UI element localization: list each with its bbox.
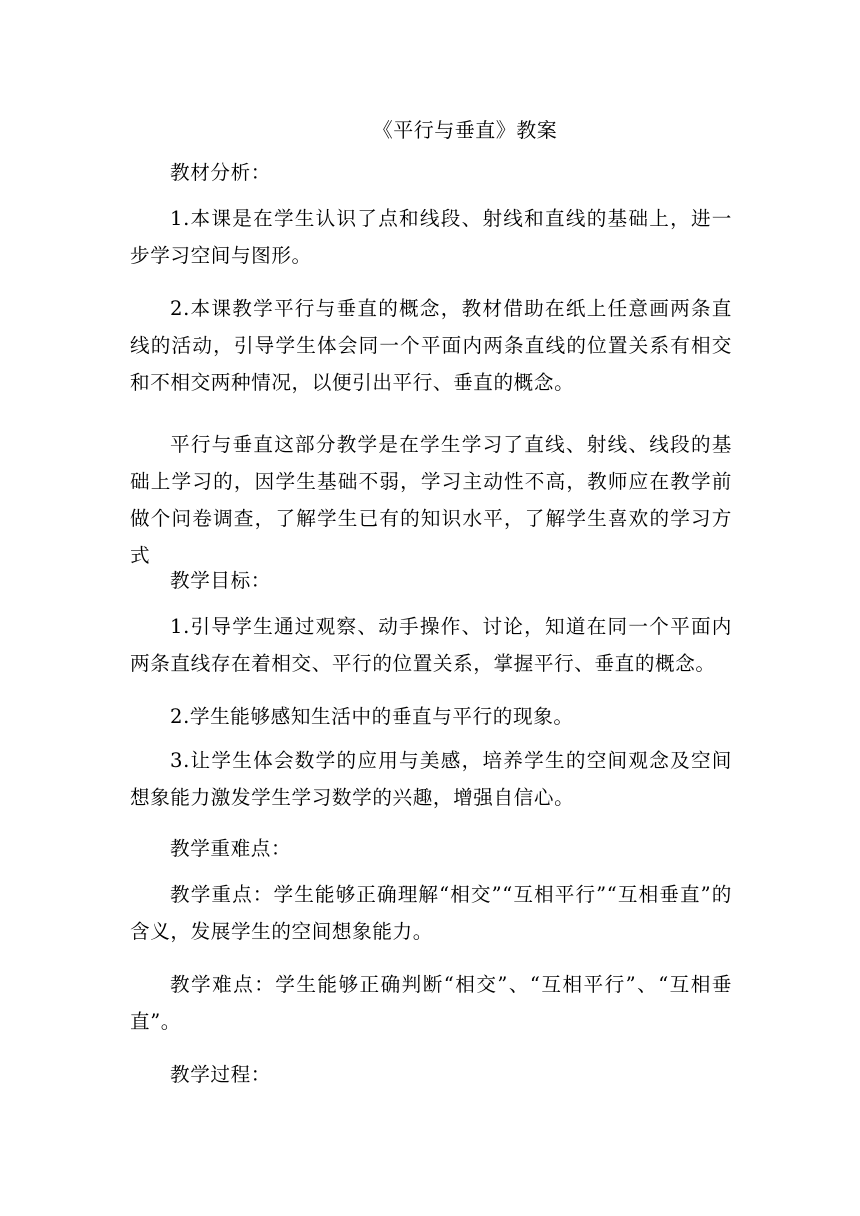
paragraph-analysis-1: 1.本课是在学生认识了点和线段、射线和直线的基础上，进一步学习空间与图形。: [130, 207, 732, 267]
document-title: 《平行与垂直》教案: [372, 118, 558, 142]
heading-teaching-goals: 教学目标：: [170, 569, 271, 592]
paragraph-goal-3: 3.让学生体会数学的应用与美感，培养学生的空间观念及空间想象能力激发学生学习数学的兴趣，增强自信心。: [130, 749, 732, 809]
paragraph-goal-2: 2.学生能够感知生活中的垂直与平行的现象。: [170, 705, 574, 728]
paragraph-key-point: 教学重点：学生能够正确理解“相交”“互相平行”“互相垂直”的含义，发展学生的空间想象能力。: [130, 883, 732, 943]
paragraph-analysis-2: 2.本课教学平行与垂直的概念，教材借助在纸上任意画两条直线的活动，引导学生体会同一个平面内两条直线的位置关系有相交和不相交两种情况，以便引出平行、垂直的概念。: [130, 297, 732, 394]
heading-material-analysis: 教材分析：: [170, 161, 271, 184]
paragraph-goal-1: 1.引导学生通过观察、动手操作、讨论，知道在同一个平面内两条直线存在着相交、平行的位置关系，掌握平行、垂直的概念。: [130, 615, 732, 675]
paragraph-analysis-3: 平行与垂直这部分教学是在学生学习了直线、射线、线段的基础上学习的，因学生基础不弱，学习主动性不高，教师应在教学前做个问卷调查，了解学生已有的知识水平，了解学生喜欢的学习方式: [130, 433, 732, 567]
heading-key-difficult-points: 教学重难点：: [170, 837, 292, 860]
heading-teaching-process: 教学过程：: [170, 1063, 271, 1086]
paragraph-difficult-point: 教学难点：学生能够正确判断“相交”、“互相平行”、“互相垂直”。: [130, 973, 732, 1033]
